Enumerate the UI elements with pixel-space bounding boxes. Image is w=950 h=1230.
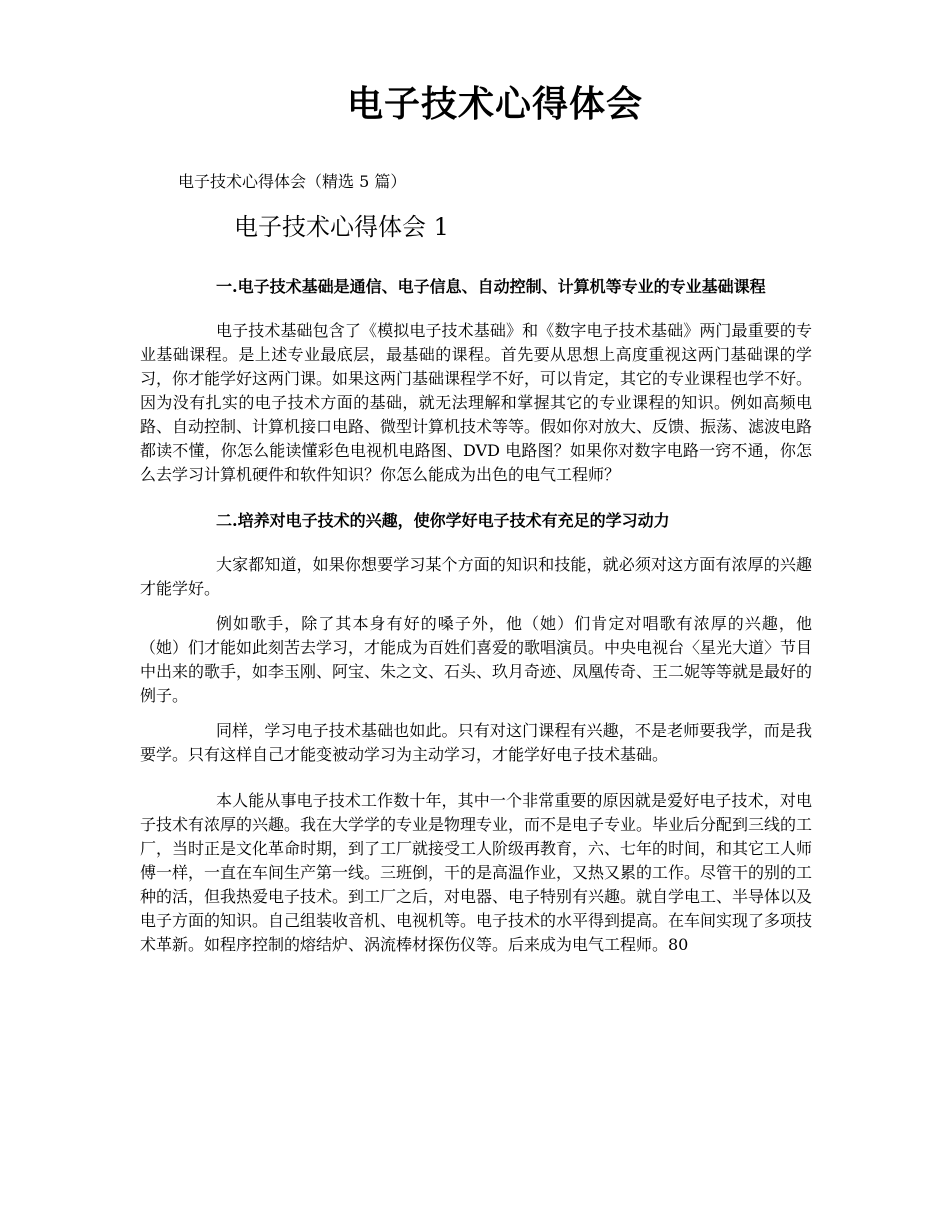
section-title: 电子技术心得体会 1 <box>234 213 449 241</box>
body-paragraph-4: 同样，学习电子技术基础也如此。只有对这门课程有兴趣，不是老师要我学，而是我要学。只有这样自己才能变被动学习为主动学习，才能学好电子技术基础。 <box>140 721 812 764</box>
section-heading-2: 二.培养对电子技术的兴趣，使你学好电子技术有充足的学习动力 <box>216 511 670 530</box>
page-title: 电子技术心得体会 <box>346 83 643 125</box>
body-paragraph-3: 例如歌手，除了其本身有好的嗓子外，他（她）们肯定对唱歌有浓厚的兴趣，他（她）们才能如此刻苦去学习，才能成为百姓们喜爱的歌唱演员。中央电视台〈星光大道〉节目中出来的歌手，如李玉刚、阿宝、朱之文、石头、玖月奇迹、凤凰传奇、王二妮等等就是最好的例子。 <box>140 614 813 705</box>
section-heading-1: 一.电子技术基础是通信、电子信息、自动控制、计算机等专业的专业基础课程 <box>216 277 766 296</box>
body-paragraph-1: 电子技术基础包含了《模拟电子技术基础》和《数字电子技术基础》两门最重要的专业基础课程。是上述专业最底层，最基础的课程。首先要从思想上高度重视这两门基础课的学习，你才能学好这两门课。如果这两门基础课程学不好，可以肯定，其它的专业课程也学不好。因为没有扎实的电子技术方面的基础，就无法理解和掌握其它的专业课程的知识。例如高频电路、自动控制、计算机接口电路、微型计算机技术等等。假如你对放大、反馈、振荡、滤波电路都读不懂，你怎么能读懂彩色电视机电路图、DVD 电路图？如果你对数字电路一窍不通，你怎么去学习计算机硬件和软件知识？你怎么能成为出色的电气工程师？ <box>140 321 813 484</box>
document-body <box>140 275 812 968</box>
body-paragraph-2: 大家都知道，如果你想要学习某个方面的知识和技能，就必须对这方面有浓厚的兴趣才能学好。 <box>140 555 812 598</box>
document-subtitle: 电子技术心得体会（精选 5 篇） <box>178 172 407 191</box>
body-paragraph-5: 本人能从事电子技术工作数十年，其中一个非常重要的原因就是爱好电子技术，对电子技术有浓厚的兴趣。我在大学学的专业是物理专业，而不是电子专业。毕业后分配到三线的工厂，当时正是文化革命时期，到了工厂就接受工人阶级再教育，六、七年的时间，和其它工人师傅一样，一直在车间生产第一线。三班倒，干的是高温作业，又热又累的工作。尽管干的别的工种的活，但我热爱电子技术。到工厂之后，对电器、电子特别有兴趣。就自学电工、半导体以及电子方面的知识。自己组装收音机、电视机等。电子技术的水平得到提高。在车间实现了多项技术革新。如程序控制的熔结炉、涡流棒材探伤仪等。后来成为电气工程师。80 <box>140 791 813 954</box>
